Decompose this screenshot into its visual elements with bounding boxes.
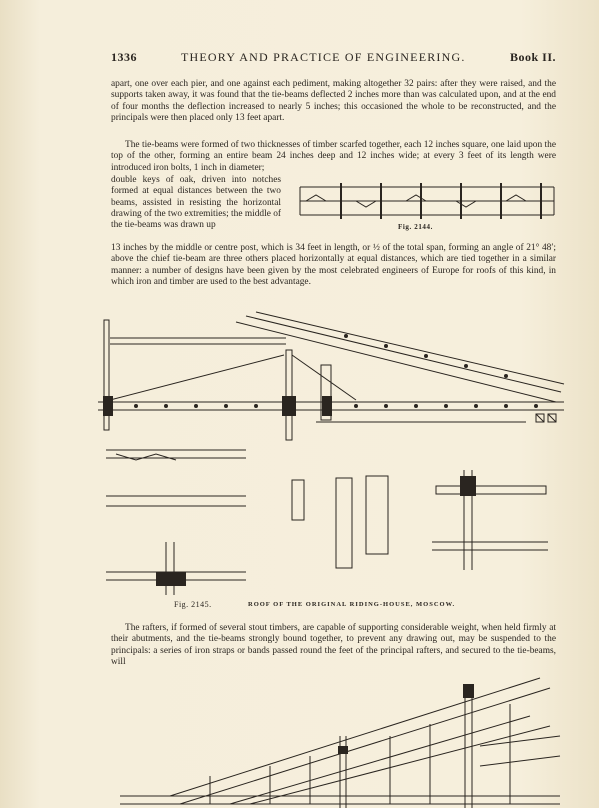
paragraph-2-continued: 13 inches by the middle or centre post, which is 34 feet in length, or ½ of the total span, forming an angle of 21° 48′; above the chief tie-beam are three others placed horizontally at equal distances, which are tied together in a similar manner: a number of designs have been given by the most celebrated engineers of Europe for roofs of this kind, in which iron and timber are used to the best advantage. bbox=[111, 243, 556, 287]
book-label: Book II. bbox=[509, 50, 556, 64]
page-number: 1336 bbox=[111, 50, 137, 64]
paragraph-1: apart, one over each pier, and one against each pediment, making altogether 32 pairs: after they were raised, and the supports taken away, it was found that the tie-beams deflected 2 inches more than was calculated upon, and at the end of four months the deflection increased to nearly 5 inches; this occasioned the whole to be reconstructed, and the principals were then placed only 13 feet apart. bbox=[111, 79, 556, 123]
figure-2144-caption: Fig. 2144. bbox=[398, 223, 433, 231]
running-title: THEORY AND PRACTICE OF ENGINEERING. bbox=[181, 50, 466, 64]
paragraph-3: The rafters, if formed of several stout timbers, are capable of supporting considerable weight, when held firmly at their abutments, and the tie-beams strongly bound together, to prevent any drawing out, may be suspended to the principals: a series of iron straps or bands passed round the feet of the principal rafters, and secured to the tie-beams, will bbox=[111, 623, 556, 667]
paragraph-2: The tie-beams were formed of two thicknesses of timber scarfed together, each 12 inches square, one laid upon the top of the other, forming an entire beam 24 inches deep and 12 inches wide; at every 3 feet of its length were introduced iron bolts, 1 inch in diameter; bbox=[111, 140, 556, 173]
figure-2145-title: ROOF OF THE ORIGINAL RIDING-HOUSE, MOSCOW. bbox=[248, 601, 456, 608]
figure-bottom-truss bbox=[110, 676, 570, 808]
paragraph-2-wrapped: double keys of oak, driven into notches formed at equal distances between the two beams, assisted in resisting the horizontal drawing of the two extremities; the middle of the tie-beams was drawn up bbox=[111, 175, 282, 231]
figure-2145-label: Fig. 2145. bbox=[174, 600, 212, 609]
figure-2145-riding-house-roof bbox=[96, 310, 566, 595]
running-header bbox=[111, 50, 556, 68]
